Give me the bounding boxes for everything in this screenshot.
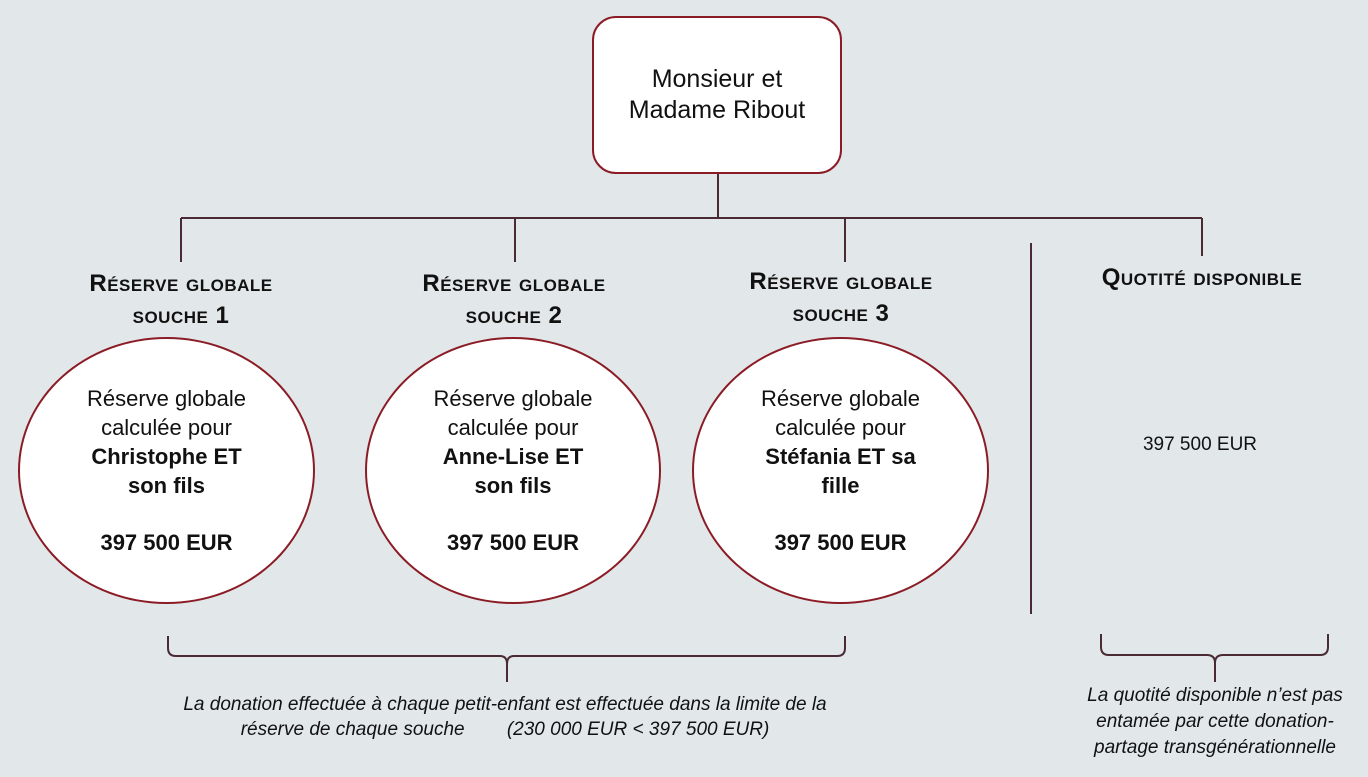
heading-souche-1 bbox=[31, 268, 331, 332]
circle-1-beneficiary-line2: son fils bbox=[127, 473, 205, 498]
circle-souche-3 bbox=[692, 337, 989, 604]
parent-node bbox=[592, 16, 842, 174]
note-right-line1: La quotité disponible n’est pas bbox=[1087, 685, 1343, 706]
circle-1-beneficiary-line1: Christophe ET bbox=[91, 444, 242, 469]
heading-souche-2 bbox=[364, 268, 664, 332]
circle-1-line2: calculée pour bbox=[101, 415, 232, 440]
note-left-line2: réserve de chaque souche (230 000 EUR < 397 500 EUR) bbox=[240, 719, 770, 740]
parent-name-line1: Monsieur et bbox=[651, 65, 783, 93]
circle-3-line1: Réserve globale bbox=[761, 386, 920, 411]
circle-1-line1: Réserve globale bbox=[87, 386, 246, 411]
circle-2-beneficiary-line2: son fils bbox=[474, 473, 552, 498]
heading-souche-3 bbox=[691, 266, 991, 330]
circle-souche-1 bbox=[18, 337, 315, 604]
note-right-line3: partage transgénérationnelle bbox=[1094, 737, 1336, 758]
circle-2-line2: calculée pour bbox=[447, 415, 579, 440]
heading-souche-3-line1: Réserve globale bbox=[749, 268, 933, 295]
quotite-amount: 397 500 EUR bbox=[1142, 434, 1258, 455]
circle-3-beneficiary-line2: fille bbox=[821, 473, 860, 498]
circle-souche-2 bbox=[365, 337, 661, 604]
circle-3-beneficiary-line1: Stéfania ET sa bbox=[765, 444, 916, 469]
note-left-line1: La donation effectuée à chaque petit-enfant est effectuée dans la limite de la bbox=[183, 694, 827, 715]
circle-3-line2: calculée pour bbox=[775, 415, 906, 440]
heading-souche-2-line1: Réserve globale bbox=[422, 270, 606, 297]
note-left bbox=[130, 692, 880, 742]
parent-name-line2: Madame Ribout bbox=[628, 96, 806, 124]
heading-souche-1-line2: souche 1 bbox=[132, 302, 230, 329]
circle-3-amount: 397 500 EUR bbox=[774, 530, 907, 555]
heading-quotite: Quotité disponible bbox=[1101, 264, 1303, 291]
note-right bbox=[1065, 683, 1365, 761]
circle-2-line1: Réserve globale bbox=[433, 386, 593, 411]
brace-left bbox=[168, 636, 845, 682]
circle-2-beneficiary-line1: Anne-Lise ET bbox=[442, 444, 584, 469]
heading-souche-3-line2: souche 3 bbox=[792, 300, 890, 327]
heading-souche-2-line2: souche 2 bbox=[465, 302, 563, 329]
brace-right bbox=[1101, 634, 1328, 682]
circle-1-amount: 397 500 EUR bbox=[100, 530, 233, 555]
heading-souche-1-line1: Réserve globale bbox=[89, 270, 273, 297]
circle-2-amount: 397 500 EUR bbox=[446, 530, 580, 555]
note-right-line2: entamée par cette donation- bbox=[1096, 711, 1334, 732]
